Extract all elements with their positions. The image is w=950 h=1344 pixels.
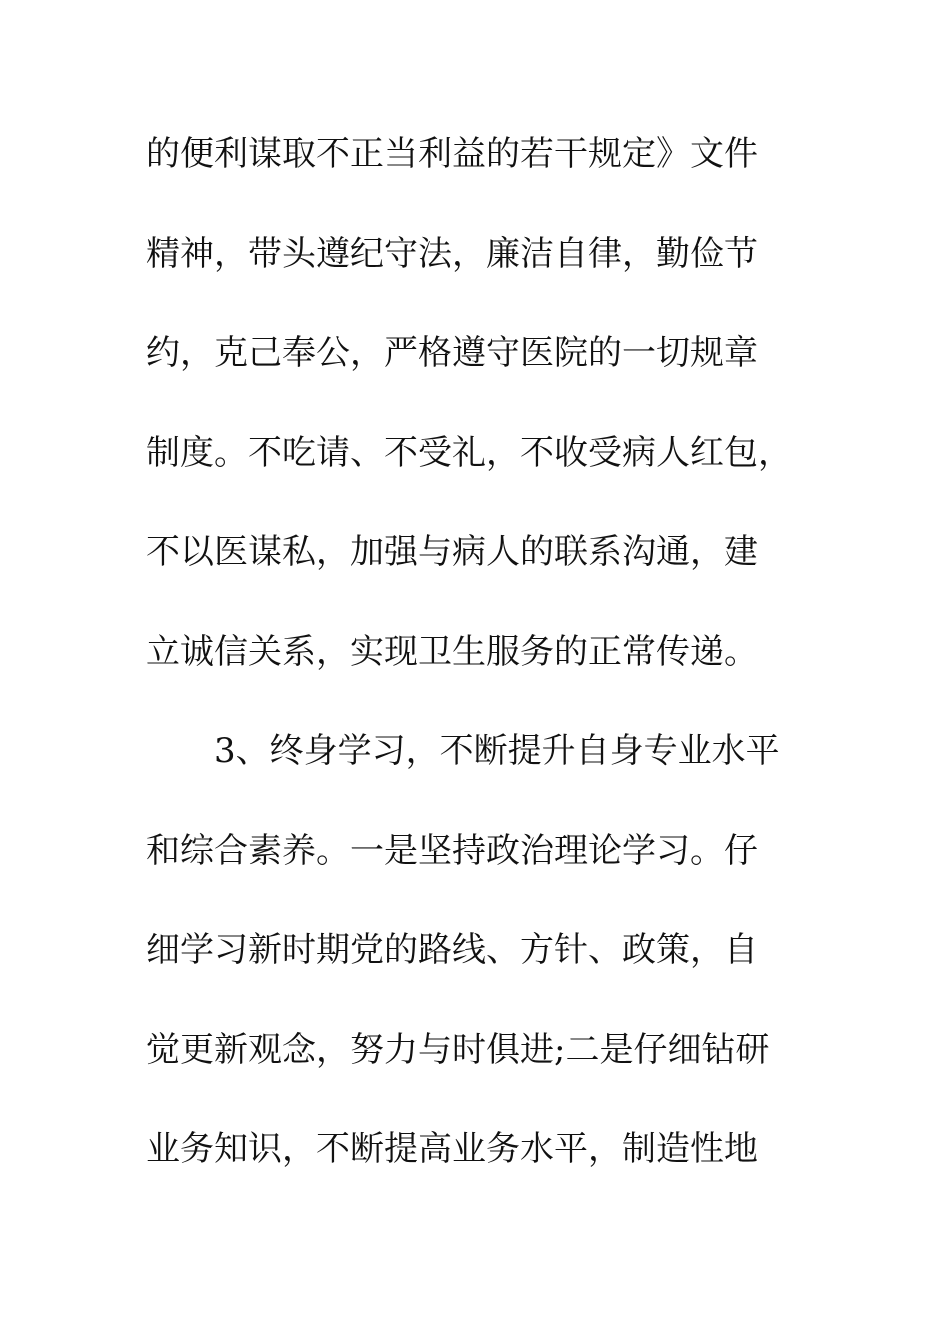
text-line: 3、终身学习，不断提升自身专业水平 [146, 731, 780, 771]
text-line: 制度。不吃请、不受礼，不收受病人红包， [146, 432, 792, 473]
text-line: 觉更新观念，努力与时俱进;二是仔细钻研 [146, 1029, 770, 1070]
text-line: 细学习新时期党的路线、方针、政策，自 [146, 930, 758, 970]
text-line: 和综合素养。一是坚持政治理论学习。仔 [146, 830, 758, 871]
body-text [146, 126, 806, 1221]
text-line: 不以医谋私，加强与病人的联系沟通，建 [146, 532, 758, 572]
text-line: 的便利谋取不正当利益的若干规定》文件 [146, 134, 758, 174]
text-line: 精神，带头遵纪守法，廉洁自律，勤俭节 [146, 233, 758, 274]
text-line: 立诚信关系，实现卫生服务的正常传递。 [146, 631, 758, 672]
text-line: 约，克己奉公，严格遵守医院的一切规章 [146, 333, 758, 373]
text-line: 业务知识，不断提高业务水平，制造性地 [146, 1129, 758, 1169]
